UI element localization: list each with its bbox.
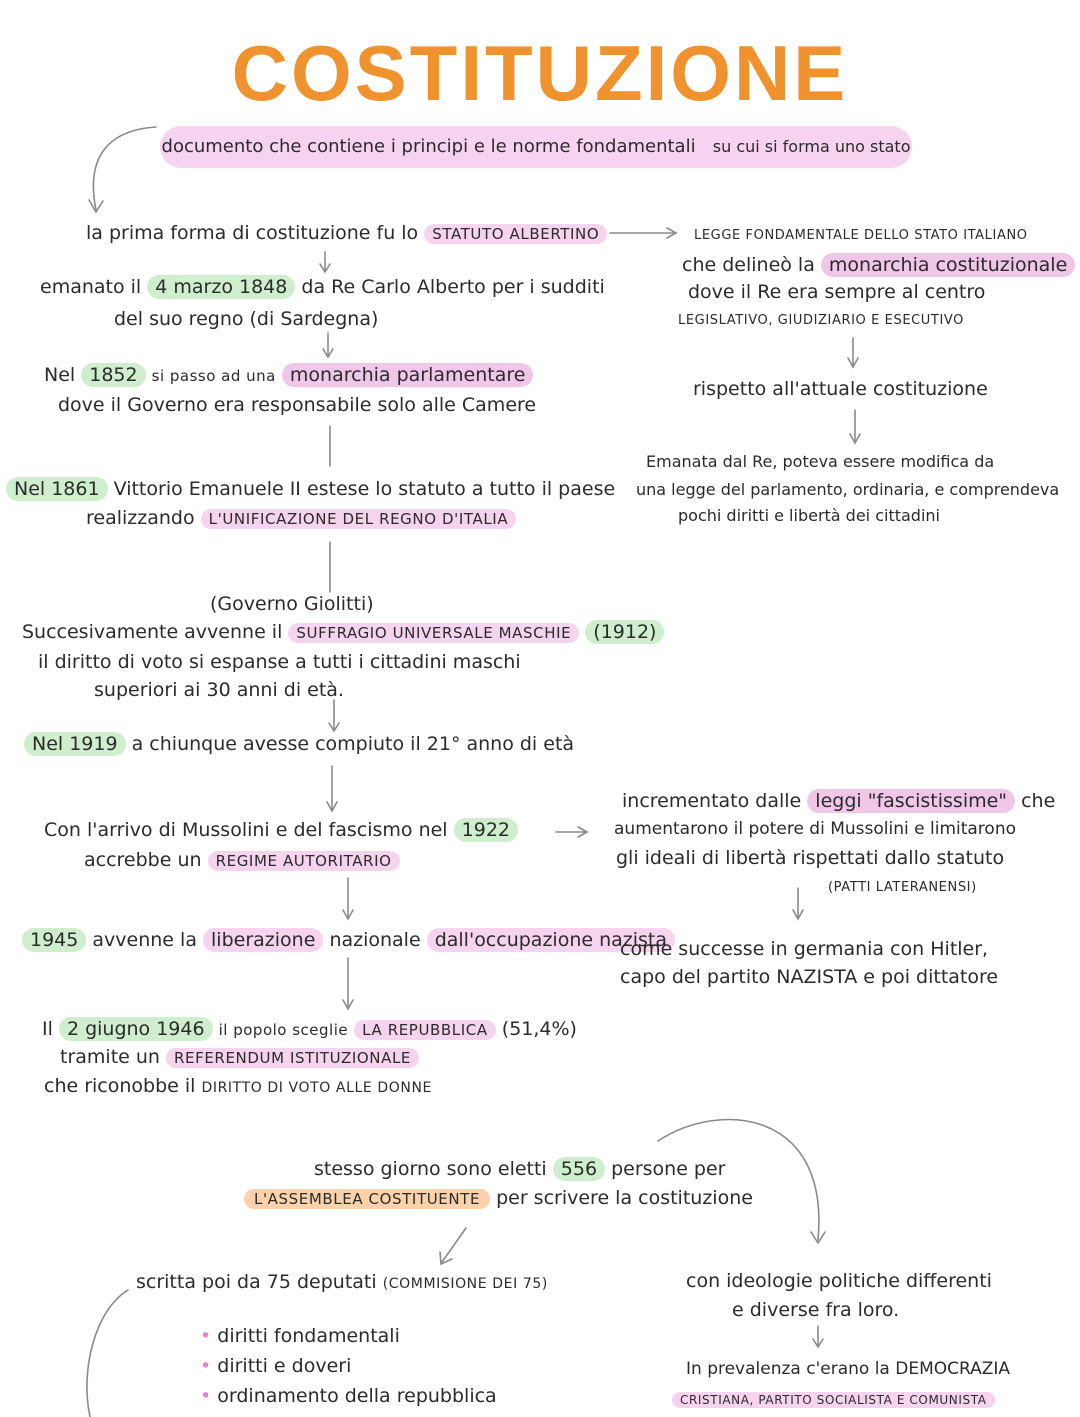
y1861-pre2: realizzando — [86, 507, 195, 529]
y1861-line — [6, 478, 615, 501]
y1852-line — [44, 364, 533, 387]
assemblea-costituente: L'ASSEMBLEA COSTITUENTE — [244, 1189, 490, 1209]
legge-fondamentale: LEGGE FONDAMENTALE DELLO STATO ITALIANO — [694, 228, 1028, 243]
legge-line2 — [682, 254, 1075, 277]
date-1946: 2 giugno 1946 — [59, 1017, 213, 1041]
date-1848: 4 marzo 1848 — [147, 275, 295, 299]
suffragio-label: SUFFRAGIO UNIVERSALE MASCHIE — [288, 623, 579, 643]
statuto-albertino-label: STATUTO ALBERTINO — [424, 224, 607, 244]
curve-arrow-top — [93, 127, 156, 210]
page-title: COSTITUZIONE — [231, 29, 849, 117]
definition-main: documento che contiene i principi e le norme fondamentali — [161, 136, 696, 157]
y1945-pre: avvenne la — [92, 929, 197, 951]
y1852-line2: dove il Governo era responsabile solo alle Camere — [58, 394, 537, 416]
curve-arrow-bottom — [87, 1290, 128, 1417]
emanata-line2: una legge del parlamento, ordinaria, e comprendeva — [636, 480, 1060, 499]
albertino-intro-line — [86, 222, 607, 245]
assemblea-post2: per scrivere la costituzione — [496, 1187, 753, 1209]
y1946-line3 — [44, 1075, 432, 1098]
assemblea-line — [314, 1158, 726, 1181]
emanata-line1: Emanata dal Re, poteva essere modifica da — [646, 452, 995, 471]
y1946-pre: Il — [42, 1018, 53, 1040]
incrementato-line3: gli ideali di libertà rispettati dallo statuto — [616, 847, 1005, 869]
year-1919: Nel 1919 — [24, 732, 126, 756]
item-diritti-doveri: diritti e doveri — [217, 1355, 352, 1377]
year-1945: 1945 — [22, 928, 86, 952]
legge-line3: dove il Re era sempre al centro — [688, 281, 986, 303]
inc1-pre: incrementato dalle — [622, 790, 802, 812]
commissione-item — [200, 1355, 351, 1378]
y1946-line2 — [60, 1046, 419, 1069]
y1852-mid: si passo ad una — [151, 367, 276, 385]
fascismo-pre2: accrebbe un — [84, 849, 202, 871]
y1852-pre: Nel — [44, 364, 76, 386]
liberazione: liberazione — [203, 928, 323, 952]
referendum-label: REFERENDUM ISTITUZIONALE — [166, 1048, 419, 1068]
leggi-fascistissime: leggi "fascistissime" — [807, 789, 1015, 813]
item-ordinamento: ordinamento della repubblica — [217, 1385, 497, 1407]
bullet-icon: • — [200, 1355, 212, 1377]
year-1861: Nel 1861 — [6, 477, 108, 501]
y1919-line — [24, 733, 574, 756]
poteri: LEGISLATIVO, GIUDIZIARIO E ESECUTIVO — [678, 313, 964, 328]
definition-banner — [160, 126, 912, 168]
commissione-item — [200, 1385, 497, 1408]
emanata-line3: pochi diritti e libertà dei cittadini — [678, 506, 940, 525]
item-diritti-fondamentali: diritti fondamentali — [217, 1325, 400, 1347]
y1946-line3a: che riconobbe il — [44, 1075, 196, 1097]
year-1852: 1852 — [81, 363, 145, 387]
commissione-text: scritta poi da 75 deputati — [136, 1271, 377, 1293]
y1946-pre2: tramite un — [60, 1046, 160, 1068]
albertino-regno: del suo regno (di Sardegna) — [114, 308, 379, 330]
patti-lateranensi: (PATTI LATERANENSI) — [828, 880, 977, 895]
regime-autoritario: REGIME AUTORITARIO — [208, 851, 400, 871]
albertino-intro: la prima forma di costituzione fu lo — [86, 222, 419, 244]
prevalenza-line2 — [672, 1387, 995, 1410]
rispetto: rispetto all'attuale costituzione — [693, 378, 988, 400]
albertino-emanato-line — [40, 276, 605, 299]
commissione-item — [200, 1325, 400, 1348]
nazionale: nazionale — [329, 929, 421, 951]
suffragio-line2: il diritto di voto si espanse a tutti i cittadini maschi — [38, 651, 521, 673]
year-1922: 1922 — [454, 818, 518, 842]
incrementato-line1 — [622, 790, 1055, 813]
y1861-line2 — [86, 507, 516, 530]
commissione-label: (COMMISIONE DEI 75) — [382, 1276, 548, 1292]
diritto-voto-donne: DIRITTO DI VOTO ALLE DONNE — [201, 1080, 432, 1096]
suffragio-pre: Succesivamente avvenne il — [22, 621, 283, 643]
partiti-label: CRISTIANA, PARTITO SOCIALISTA E COMUNISTA — [672, 1392, 995, 1408]
ideologie-line1: con ideologie politiche differenti — [686, 1270, 992, 1292]
year-1912: (1912) — [585, 620, 664, 644]
emanato-post: da Re Carlo Alberto per i sudditi — [301, 276, 605, 298]
governo-giolitti: (Governo Giolitti) — [210, 593, 374, 615]
monarchia-costituzionale: monarchia costituzionale — [821, 253, 1075, 277]
y1946-mid: il popolo sceglie — [218, 1021, 349, 1039]
germania-line1: come successe in germania con Hitler, — [620, 938, 989, 960]
repubblica-label: LA REPUBBLICA — [354, 1020, 496, 1040]
y1861-text: Vittorio Emanuele II estese lo statuto a tutto il paese — [113, 478, 616, 500]
occupazione: dall'occupazione nazista — [427, 928, 675, 952]
definition-tail: su cui si forma uno stato — [712, 137, 911, 156]
y1945-line — [22, 929, 675, 952]
incrementato-line2: aumentarono il potere di Mussolini e limitarono — [614, 819, 1016, 839]
emanato-pre: emanato il — [40, 276, 142, 298]
monarchia-parlamentare: monarchia parlamentare — [282, 363, 534, 387]
num-556: 556 — [553, 1157, 605, 1181]
assemblea-line2 — [244, 1187, 753, 1210]
fascismo-pre: Con l'arrivo di Mussolini e del fascismo nel — [44, 819, 448, 841]
y1946-line — [42, 1018, 577, 1041]
ideologie-line2: e diverse fra loro. — [732, 1299, 900, 1321]
y1919-text: a chiunque avesse compiuto il 21° anno di età — [131, 733, 575, 755]
inc1-post: che — [1021, 790, 1056, 812]
assemblea-pre: stesso giorno sono eletti — [314, 1158, 547, 1180]
fascismo-line2 — [84, 849, 400, 872]
assemblea-post: persone per — [611, 1158, 726, 1180]
suffragio-line — [22, 621, 664, 644]
commissione-line — [136, 1271, 548, 1294]
suffragio-line3: superiori ai 30 anni di età. — [94, 679, 344, 701]
prevalenza-line1: In prevalenza c'erano la DEMOCRAZIA — [686, 1359, 1011, 1379]
percentuale: (51,4%) — [501, 1018, 577, 1040]
unificazione-label: L'UNIFICAZIONE DEL REGNO D'ITALIA — [201, 509, 517, 529]
bullet-icon: • — [200, 1325, 212, 1347]
germania-line2: capo del partito NAZISTA e poi dittatore — [620, 966, 999, 988]
fascismo-line — [44, 819, 518, 842]
legge2-pre: che delineò la — [682, 254, 815, 276]
bullet-icon: • — [200, 1385, 212, 1407]
